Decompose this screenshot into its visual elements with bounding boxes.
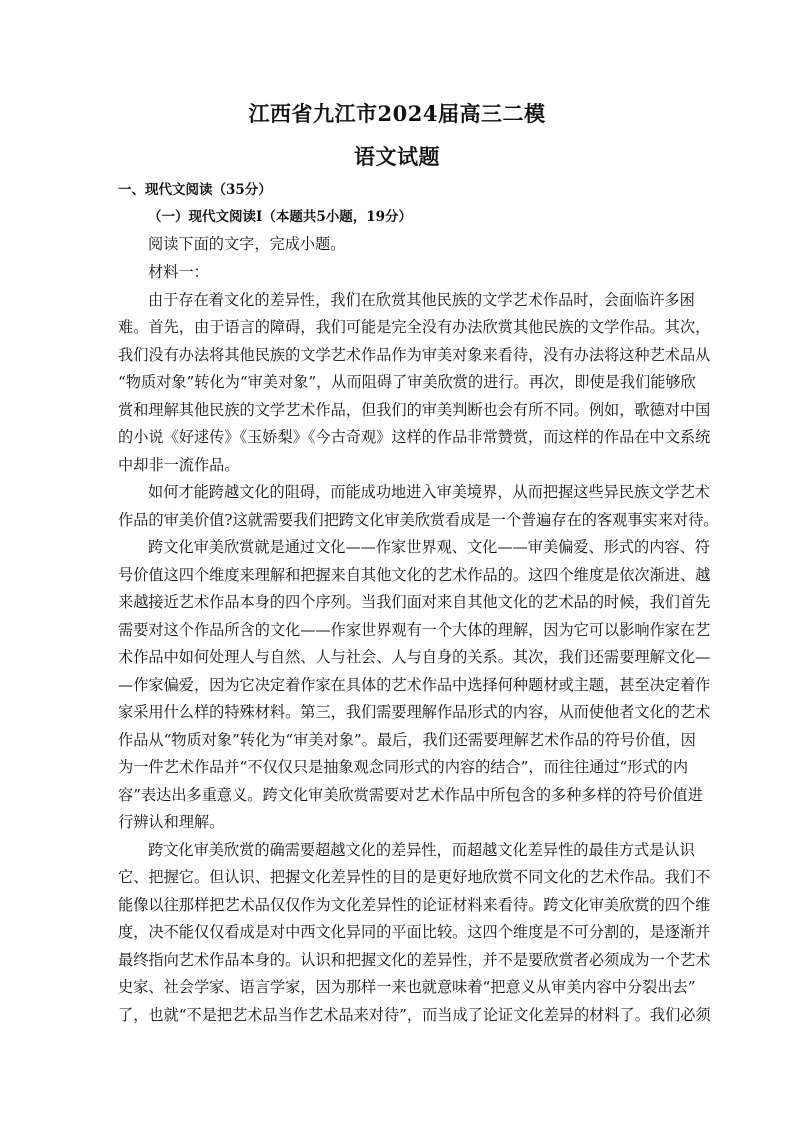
text-line: 跨文化审美欣赏就是通过文化——作家世界观、文化——审美偏爱、形式的内容、符 <box>148 538 710 556</box>
text-line: 术作品中如何处理人与自然、人与社会、人与自身的关系。其次，我们还需要理解文化— <box>118 648 711 666</box>
text-line: 它、把握它。但认识、把握文化差异性的目的是更好地欣赏不同文化的艺术作品。我们不 <box>118 868 711 886</box>
text-line: 由于存在着文化的差异性，我们在欣赏其他民族的文学艺术作品时，会面临许多困 <box>148 291 695 309</box>
text-line: 跨文化审美欣赏的确需要超越文化的差异性，而超越文化差异性的最佳方式是认识 <box>148 841 695 859</box>
text-line: 难。首先，由于语言的障碍，我们可能是完全没有办法欣赏其他民族的文学作品。其次， <box>118 318 711 336</box>
text-line: 家采用什么样的特殊材料。第三，我们需要理解作品形式的内容，从而使他者文化的艺术 <box>118 703 711 721</box>
text-line: 材料一： <box>148 263 209 281</box>
section-heading: 一、现代文阅读（35分） <box>118 182 272 198</box>
text-line: 作品的审美价值?这就需要我们把跨文化审美欣赏看成是一个普遍存在的客观事实来对待。 <box>118 511 719 529</box>
text-line: 行辨认和理解。 <box>118 813 225 831</box>
text-line: 最终指向艺术作品本身的。认识和把握文化的差异性，并不是要欣赏者必须成为一个艺术 <box>118 951 711 969</box>
text-line: 史家、社会学家、语言学家，因为那样一来也就意味着“把意义从审美内容中分裂出去” <box>118 978 696 996</box>
text-line: 度，决不能仅仅看成是对中西文化异同的平面比较。这四个维度是不可分割的，是逐渐并 <box>118 923 711 941</box>
text-line: 为一件艺术作品并“不仅仅只是抽象观念同形式的内容的结合”，而往往通过“形式的内 <box>118 758 689 776</box>
text-line: 如何才能跨越文化的阻碍，而能成功地进入审美境界，从而把握这些异民族文学艺术 <box>148 483 710 501</box>
text-line: —作家偏爱，因为它决定着作家在具体的艺术作品中选择何种题材或主题，甚至决定着作 <box>118 676 711 694</box>
document-subtitle: 语文试题 <box>354 144 440 169</box>
text-line: 我们没有办法将其他民族的文学艺术作品作为审美对象来看待，没有办法将这种艺术品从 <box>118 346 711 364</box>
text-line: 号价值这四个维度来理解和把握来自其他文化的艺术作品的。这四个维度是依次渐进、越 <box>118 566 711 584</box>
text-line: 的小说《好逑传》《玉娇梨》《今古奇观》这样的作品非常赞赏，而这样的作品在中文系统 <box>118 428 711 446</box>
text-line: 作品从“物质对象”转化为“审美对象”。最后，我们还需要理解艺术作品的符号价值，因 <box>118 731 696 749</box>
text-line: 阅读下面的文字，完成小题。 <box>148 235 346 253</box>
document-title: 江西省九江市2024届高三二模 <box>248 101 546 126</box>
text-line: 来越接近艺术作品本身的四个序列。当我们面对来自其他文化的艺术品的时候，我们首先 <box>118 593 711 611</box>
subsection-heading: （一）现代文阅读Ⅰ（本题共5小题，19分） <box>148 209 412 225</box>
text-line: 需要对这个作品所含的文化——作家世界观有一个大体的理解，因为它可以影响作家在艺 <box>118 621 711 639</box>
text-line: 了，也就“不是把艺术品当作艺术品来对待”，而当成了论证文化差异的材料了。我们必须 <box>118 1006 711 1024</box>
text-line: 容”表达出多重意义。跨文化审美欣赏需要对艺术作品中所包含的多种多样的符号价值进 <box>118 786 703 804</box>
text-line: 中却非一流作品。 <box>118 456 240 474</box>
text-line: 赏和理解其他民族的文学艺术作品，但我们的审美判断也会有所不同。例如，歌德对中国 <box>118 401 711 419</box>
text-line: 能像以往那样把艺术品仅仅作为文化差异性的论证材料来看待。跨文化审美欣赏的四个维 <box>118 896 711 914</box>
text-line: “物质对象”转化为“审美对象”，从而阻碍了审美欣赏的进行。再次，即使是我们能够欣 <box>118 373 696 391</box>
